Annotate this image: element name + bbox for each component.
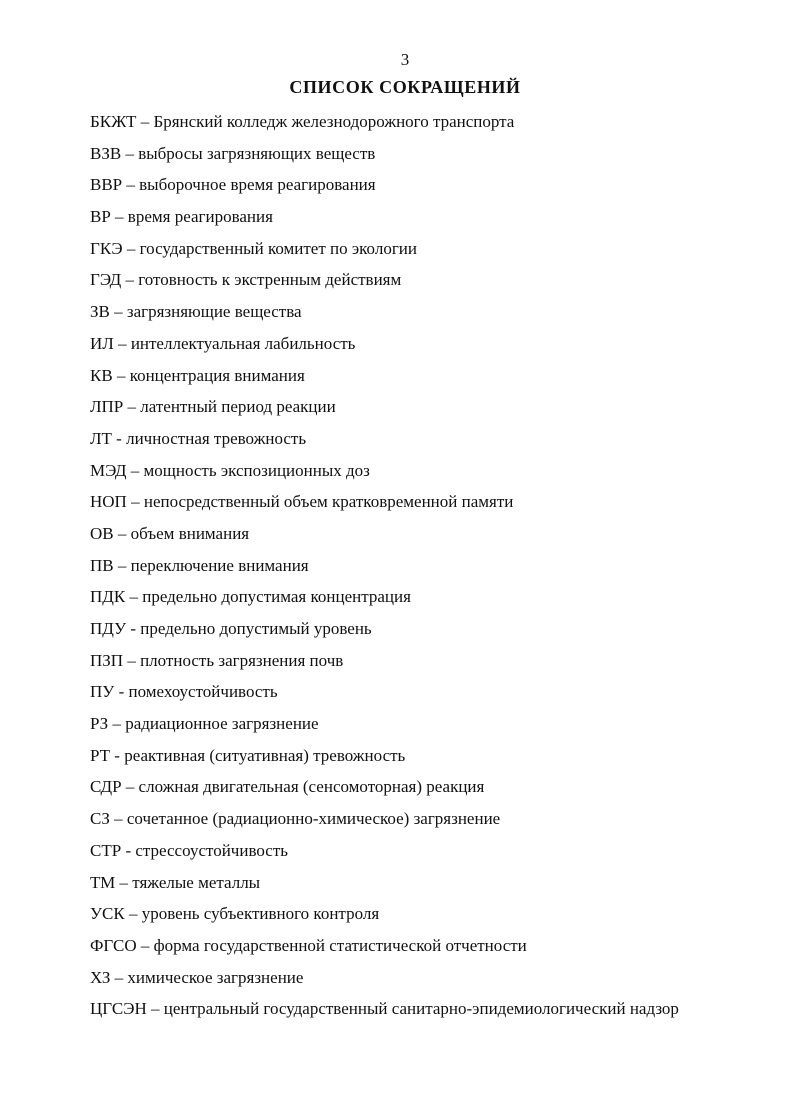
abbreviation-term: КВ (90, 365, 113, 385)
abbreviation-separator: – (121, 270, 139, 290)
abbreviation-term: ТМ (90, 872, 116, 892)
abbreviation-term: ХЗ (90, 967, 111, 987)
abbreviation-term: МЭД (90, 460, 127, 480)
abbreviation-item (90, 391, 780, 423)
abbreviation-separator: - (121, 840, 136, 860)
abbreviation-separator: – (109, 302, 127, 322)
abbreviation-definition: время реагирования (127, 207, 273, 227)
abbreviation-separator: – (113, 555, 131, 575)
abbreviation-term: ПЗП (90, 650, 124, 670)
abbreviation-definition: химическое загрязнение (127, 967, 304, 987)
abbreviation-separator: – (125, 587, 143, 607)
abbreviation-item (90, 328, 780, 360)
abbreviation-term: ВЗВ (90, 143, 122, 163)
abbreviation-term: ОВ (90, 523, 114, 543)
abbreviation-separator: – (108, 714, 126, 734)
abbreviation-item (90, 835, 780, 867)
abbreviation-item (90, 138, 780, 170)
abbreviation-definition: готовность к экстренным действиям (138, 270, 402, 290)
abbreviation-separator: - (110, 745, 125, 765)
abbreviation-item (90, 676, 780, 708)
abbreviation-definition: уровень субъективного контроля (141, 904, 380, 924)
abbreviation-item (90, 550, 780, 582)
abbreviation-item (90, 993, 780, 1025)
abbreviation-separator: – (121, 143, 139, 163)
abbreviation-term: ЛПР (90, 397, 124, 417)
abbreviation-item (90, 169, 780, 201)
abbreviation-term: ФГСО (90, 935, 137, 955)
abbreviation-item (90, 613, 780, 645)
abbreviation-definition: государственный комитет по экологии (139, 238, 417, 258)
abbreviation-item (90, 803, 780, 835)
abbreviation-definition: тяжелые металлы (132, 872, 261, 892)
abbreviation-definition: концентрация внимания (129, 365, 305, 385)
abbreviation-term: СДР (90, 777, 122, 797)
abbreviation-separator: – (113, 333, 131, 353)
abbreviation-separator: – (115, 872, 133, 892)
abbreviation-item (90, 201, 780, 233)
abbreviation-item (90, 708, 780, 740)
abbreviation-term: ИЛ (90, 333, 114, 353)
abbreviation-item (90, 106, 780, 138)
abbreviation-item (90, 486, 780, 518)
abbreviation-term: ГЭД (90, 270, 122, 290)
abbreviation-separator: – (146, 999, 164, 1019)
abbreviation-item (90, 645, 780, 677)
abbreviation-definition: непосредственный объем кратковременной памяти (143, 492, 514, 512)
abbreviation-separator: – (109, 809, 127, 829)
abbreviation-separator: - (126, 619, 141, 638)
abbreviation-term: ЛТ (90, 428, 112, 448)
abbreviation-definition: помехоустойчивость (128, 682, 278, 702)
abbreviation-separator: – (113, 523, 131, 543)
abbreviation-term: ПДК (90, 587, 126, 607)
page-number: 3 (400, 50, 410, 69)
abbreviation-definition: предельно допустимый уровень (140, 619, 372, 638)
abbreviation-separator: – (126, 492, 144, 512)
abbreviation-term: УСК (90, 904, 125, 924)
page-title: СПИСОК СОКРАЩЕНИЙ (289, 77, 521, 97)
abbreviation-separator: – (112, 365, 130, 385)
abbreviation-item (90, 930, 780, 962)
abbreviation-definition: интеллектуальная лабильность (130, 333, 356, 353)
abbreviation-item (90, 455, 780, 487)
abbreviation-separator: – (124, 904, 142, 924)
abbreviation-term: НОП (90, 492, 127, 512)
abbreviation-definition: латентный период реакции (140, 397, 336, 417)
abbreviation-definition: загрязняющие вещества (126, 302, 302, 322)
abbreviation-separator: – (136, 112, 154, 131)
abbreviation-definition: центральный государственный санитарно-эпидемиологический надзор (163, 999, 679, 1019)
abbreviation-definition: форма государственной статистической отчетности (153, 935, 527, 955)
abbreviation-term: ВВР (90, 175, 123, 195)
abbreviation-list (90, 106, 780, 1025)
abbreviation-item (90, 360, 780, 392)
abbreviation-term: РТ (90, 745, 111, 765)
abbreviation-term: ПУ (90, 682, 115, 702)
abbreviation-definition: радиационное загрязнение (125, 714, 319, 734)
abbreviation-definition: объем внимания (130, 523, 250, 543)
abbreviation-separator: – (123, 650, 141, 670)
abbreviation-separator: – (121, 777, 139, 797)
abbreviation-definition: Брянский колледж железнодорожного транспорта (153, 112, 515, 131)
abbreviation-definition: реактивная (ситуативная) тревожность (124, 745, 406, 765)
abbreviation-separator: – (122, 175, 140, 195)
abbreviation-definition: выбросы загрязняющих веществ (138, 143, 376, 163)
abbreviation-term: ПДУ (90, 619, 127, 638)
abbreviation-definition: личностная тревожность (126, 428, 307, 448)
abbreviation-term: СТР (90, 840, 122, 860)
abbreviation-separator: – (110, 967, 128, 987)
abbreviation-separator: - (114, 682, 129, 702)
abbreviation-term: БКЖТ (90, 112, 137, 131)
abbreviation-item (90, 740, 780, 772)
abbreviation-definition: стрессоустойчивость (135, 840, 289, 860)
abbreviation-definition: плотность загрязнения почв (140, 650, 344, 670)
abbreviation-term: ПВ (90, 555, 114, 575)
abbreviation-term: СЗ (90, 809, 110, 829)
abbreviation-separator: – (122, 238, 140, 258)
abbreviation-separator: - (111, 428, 127, 448)
abbreviation-definition: предельно допустимая концентрация (142, 587, 411, 607)
abbreviation-item (90, 423, 780, 455)
abbreviation-item (90, 898, 780, 930)
abbreviation-term: РЗ (90, 714, 109, 734)
abbreviation-item (90, 581, 780, 613)
abbreviation-term: ЦГСЭН (90, 999, 147, 1019)
abbreviation-term: ВР (90, 207, 111, 227)
abbreviation-item (90, 264, 780, 296)
abbreviation-item (90, 867, 780, 899)
abbreviation-term: ГКЭ (90, 238, 123, 258)
abbreviation-separator: – (136, 935, 154, 955)
abbreviation-definition: сложная двигательная (сенсомоторная) реакция (138, 777, 485, 797)
abbreviation-separator: – (126, 460, 144, 480)
abbreviation-item (90, 518, 780, 550)
abbreviation-definition: выборочное время реагирования (139, 175, 376, 195)
abbreviation-definition: переключение внимания (130, 555, 309, 575)
abbreviation-definition: мощность экспозиционных доз (143, 460, 370, 480)
abbreviation-item (90, 962, 780, 994)
abbreviation-item (90, 296, 780, 328)
abbreviation-separator: – (110, 207, 128, 227)
abbreviation-separator: – (123, 397, 141, 417)
abbreviation-definition: сочетанное (радиационно-химическое) загрязнение (126, 809, 501, 829)
abbreviation-item (90, 771, 780, 803)
abbreviation-term: ЗВ (90, 302, 110, 322)
abbreviation-item (90, 233, 780, 265)
